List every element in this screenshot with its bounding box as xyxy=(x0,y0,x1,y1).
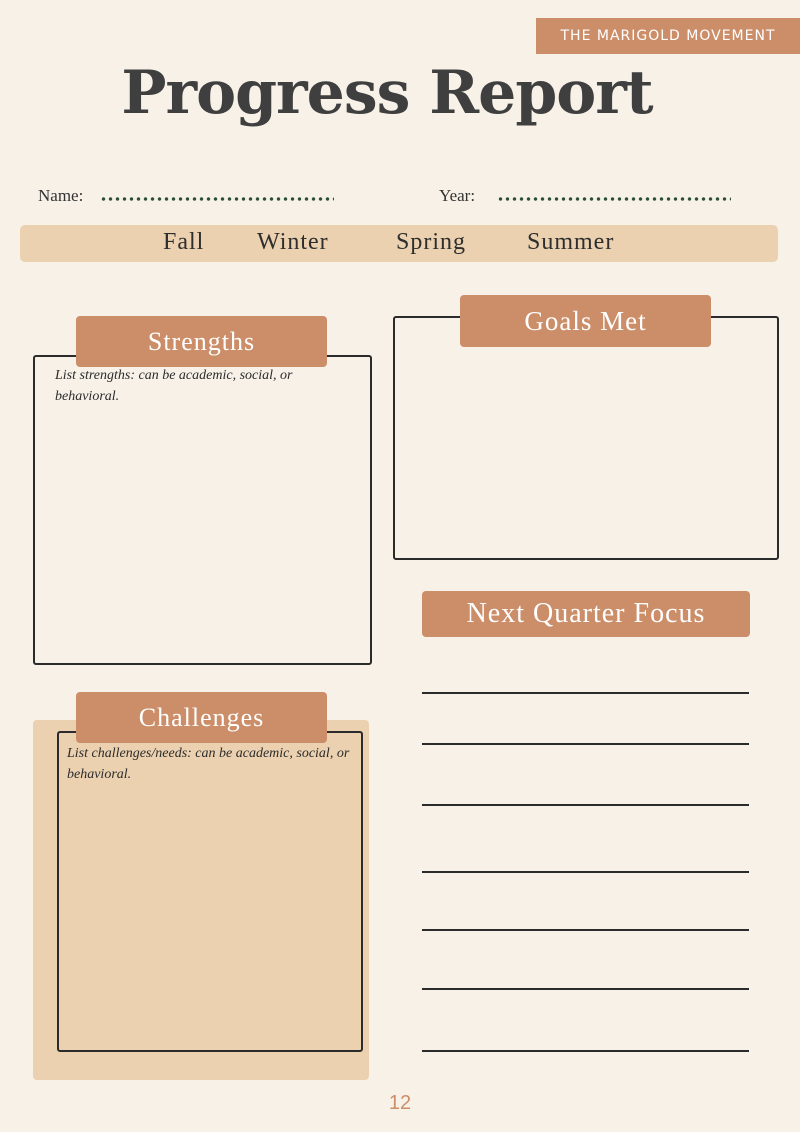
challenges-hint: List challenges/needs: can be academic, social, or behavioral. xyxy=(67,746,350,782)
strengths-hint: List strengths: can be academic, social, or behavioral. xyxy=(55,368,293,404)
season-summer: Summer xyxy=(527,229,615,255)
season-spring: Spring xyxy=(396,229,467,255)
next-quarter-focus-label: Next Quarter Focus xyxy=(422,591,750,637)
challenges-label: Challenges xyxy=(76,692,327,743)
strengths-label: Strengths xyxy=(76,316,327,367)
goals-met-box xyxy=(393,316,779,560)
brand-tag: THE MARIGOLD MOVEMENT xyxy=(536,18,800,54)
focus-line xyxy=(422,1050,749,1052)
page-title: Progress Report xyxy=(121,58,653,128)
name-label: Name: xyxy=(38,186,84,205)
focus-line xyxy=(422,929,749,931)
name-dotted-line xyxy=(100,196,334,202)
focus-line xyxy=(422,871,749,873)
goals-met-label: Goals Met xyxy=(460,295,711,347)
year-label: Year: xyxy=(439,186,476,205)
focus-line xyxy=(422,804,749,806)
page-number: 12 xyxy=(388,1092,412,1114)
year-dotted-line xyxy=(497,196,731,202)
focus-line xyxy=(422,692,749,694)
focus-line xyxy=(422,743,749,745)
season-winter: Winter xyxy=(257,229,329,255)
focus-line xyxy=(422,988,749,990)
season-fall: Fall xyxy=(163,229,205,255)
